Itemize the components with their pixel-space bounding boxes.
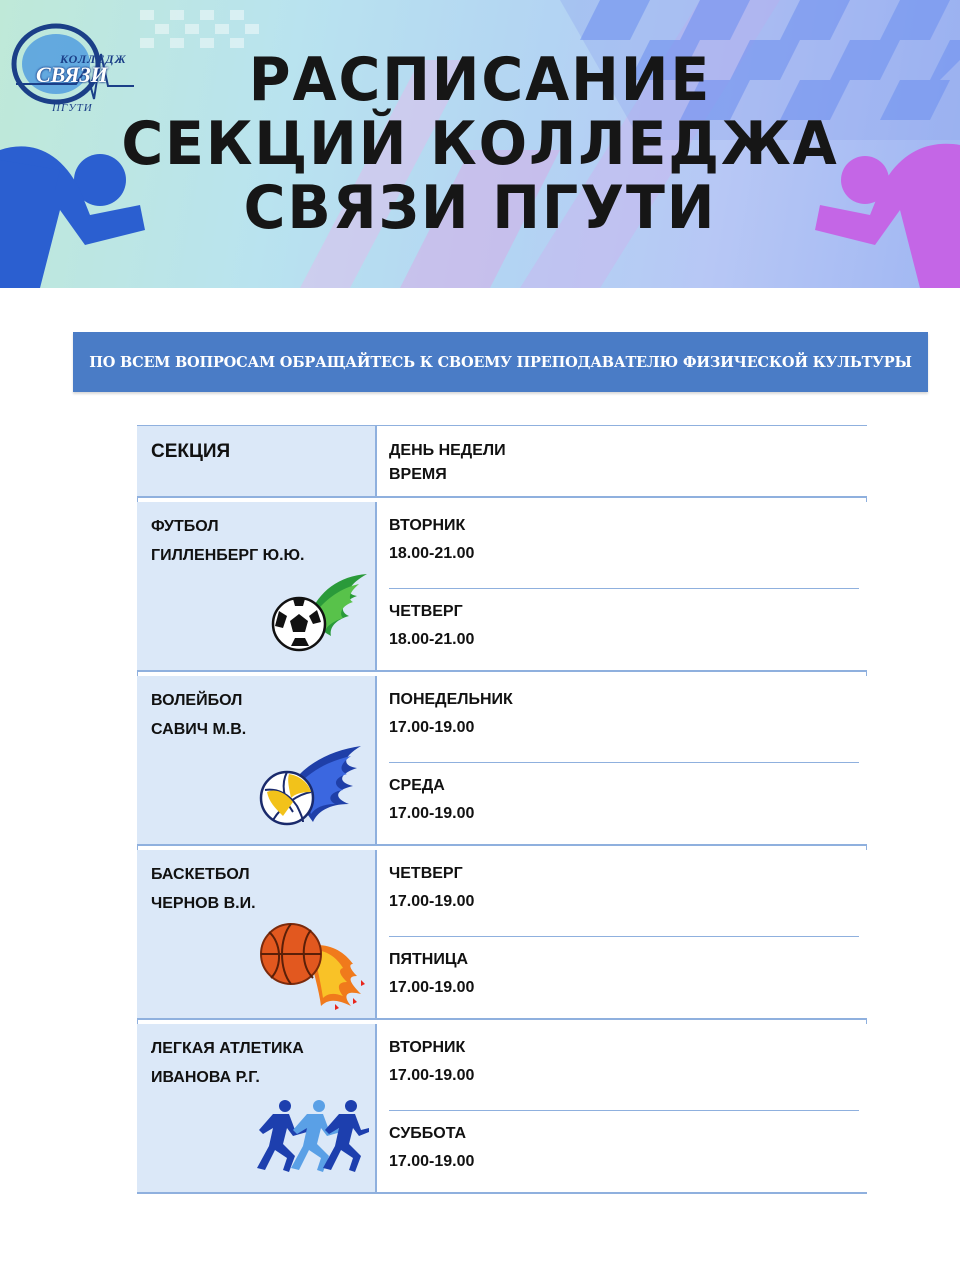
table-row [137, 1024, 867, 1192]
sport-name: ФУТБОЛ [151, 518, 219, 535]
runners-icon [243, 1098, 369, 1174]
slot-time: 18.00-21.00 [389, 545, 475, 562]
sport-cell [137, 676, 377, 844]
basketball-icon [257, 920, 369, 1012]
schedule-slot [389, 502, 867, 588]
page-title [24, 45, 936, 243]
slot-time: 17.00-19.00 [389, 1067, 475, 1084]
schedule-cell [377, 850, 867, 1018]
header-section: СЕКЦИЯ [137, 426, 377, 496]
schedule-cell [377, 676, 867, 844]
table-row [137, 676, 867, 844]
header-banner [0, 0, 960, 288]
slot-day: ПОНЕДЕЛЬНИК [389, 691, 513, 708]
header-day-time [377, 426, 867, 496]
logo-bottom-text: ПГУТИ [52, 102, 93, 114]
schedule-slot [389, 936, 867, 1022]
slot-time: 17.00-19.00 [389, 893, 475, 910]
soccer-ball-icon [269, 566, 369, 656]
schedule-slot [389, 676, 867, 762]
contact-banner: ПО ВСЕМ ВОПРОСАМ ОБРАЩАЙТЕСЬ К СВОЕМУ ПРЕПОДАВАТЕЛЮ ФИЗИЧЕСКОЙ КУЛЬТУРЫ [73, 332, 928, 392]
logo-top-text: КОЛЛЕДЖ [60, 52, 127, 66]
schedule-slot [389, 1110, 867, 1196]
title-line-1: РАСПИСАНИЕ [248, 45, 712, 115]
slot-day: ВТОРНИК [389, 1039, 466, 1056]
coach-name: САВИЧ М.В. [151, 721, 247, 738]
schedule-slot [389, 850, 867, 936]
header-time: ВРЕМЯ [389, 466, 447, 483]
volleyball-icon [253, 742, 369, 832]
sport-cell [137, 850, 377, 1018]
slot-day: ПЯТНИЦА [389, 951, 469, 968]
sport-name: БАСКЕТБОЛ [151, 866, 250, 883]
slot-time: 17.00-19.00 [389, 1153, 475, 1170]
coach-name: ИВАНОВА Р.Г. [151, 1069, 260, 1086]
sport-name: ВОЛЕЙБОЛ [151, 692, 243, 709]
schedule-slot [389, 588, 867, 674]
slot-day: СУББОТА [389, 1125, 467, 1142]
schedule-cell [377, 1024, 867, 1192]
sport-cell [137, 1024, 377, 1192]
schedule-table [137, 425, 867, 1194]
slot-day: ЧЕТВЕРГ [389, 865, 463, 882]
slot-time: 17.00-19.00 [389, 805, 475, 822]
header-day: ДЕНЬ НЕДЕЛИ [389, 442, 506, 459]
logo-main-text: СВЯЗИ [36, 62, 108, 87]
schedule-slot [389, 762, 867, 848]
table-header-row [137, 425, 867, 496]
slot-day: ЧЕТВЕРГ [389, 603, 463, 620]
coach-name: ЧЕРНОВ В.И. [151, 895, 256, 912]
table-row [137, 850, 867, 1018]
schedule-cell [377, 502, 867, 670]
coach-name: ГИЛЛЕНБЕРГ Ю.Ю. [151, 547, 305, 564]
slot-time: 18.00-21.00 [389, 631, 475, 648]
table-row [137, 502, 867, 670]
slot-day: ВТОРНИК [389, 517, 466, 534]
title-line-3: СВЯЗИ ПГУТИ [243, 173, 717, 243]
schedule-slot [389, 1024, 867, 1110]
slot-time: 17.00-19.00 [389, 719, 475, 736]
sport-cell [137, 502, 377, 670]
slot-day: СРЕДА [389, 777, 445, 794]
title-line-2: СЕКЦИЙ КОЛЛЕДЖА [121, 109, 839, 179]
sport-name: ЛЕГКАЯ АТЛЕТИКА [151, 1040, 304, 1057]
slot-time: 17.00-19.00 [389, 979, 475, 996]
